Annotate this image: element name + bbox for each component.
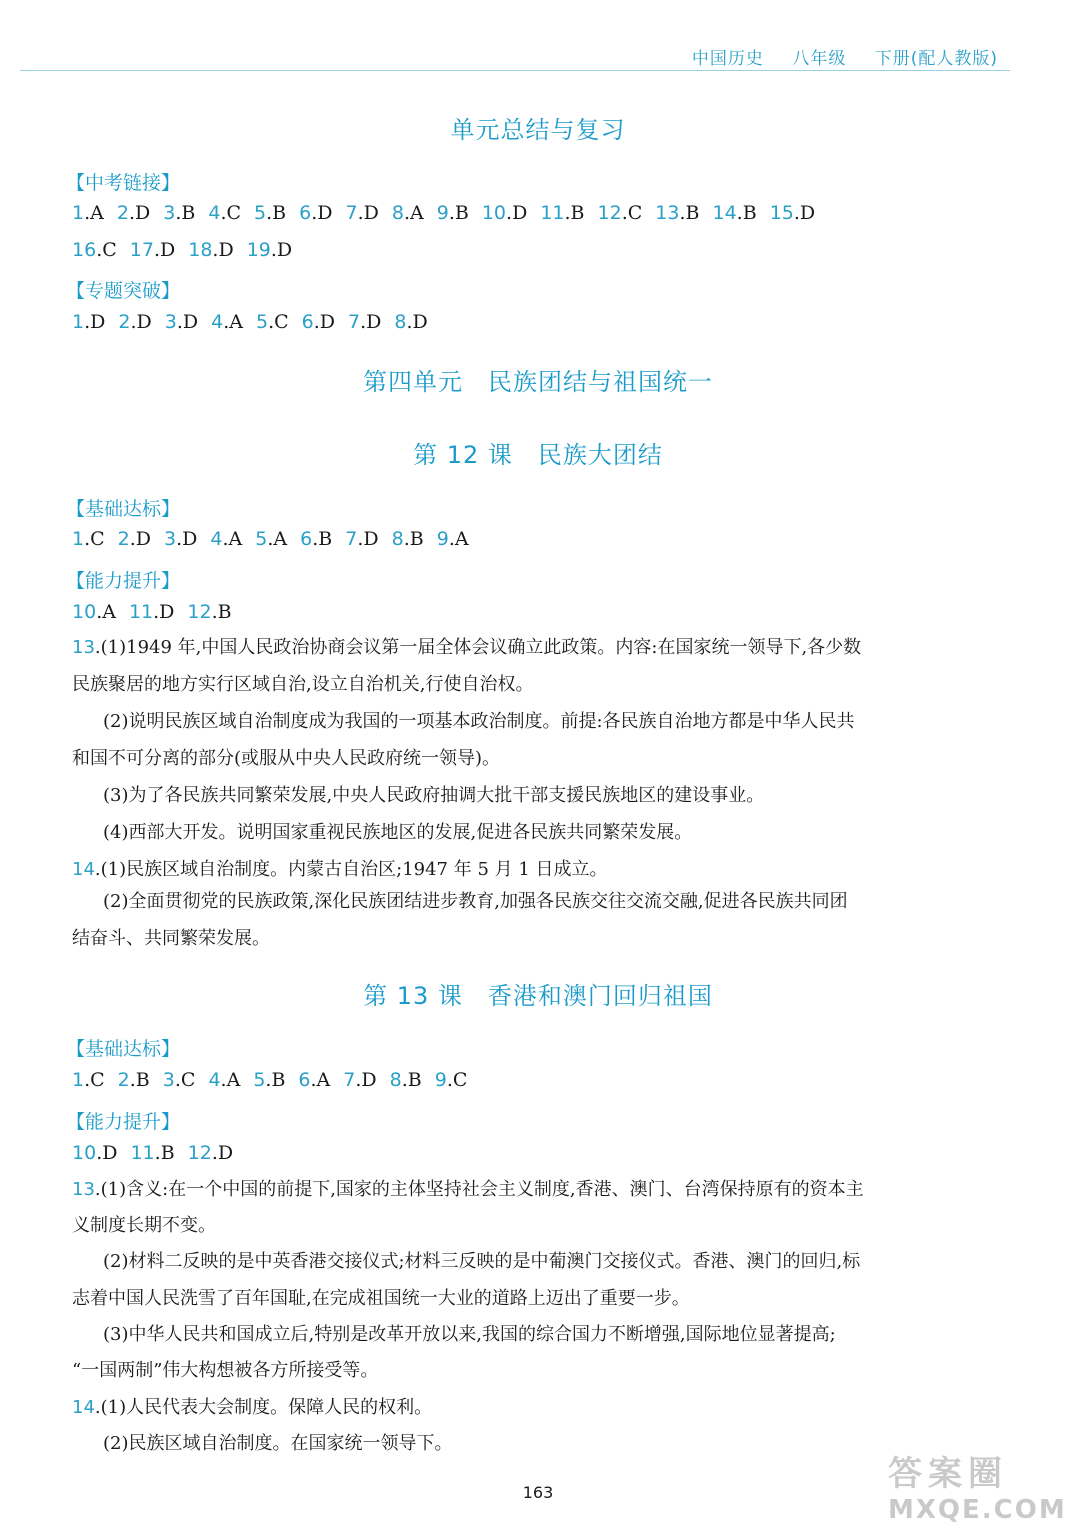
answer-number: 8 <box>391 202 404 224</box>
answer-number: 3 <box>163 202 176 224</box>
answer-item <box>346 202 379 224</box>
question-13-line: (3)为了各民族共同繁荣发展,中央人民政府抽调大批干部支援民族地区的建设事业。 <box>103 785 765 806</box>
question-13-line: (2)说明民族区域自治制度成为我国的一项基本政治制度。前提:各民族自治地方都是中华人民共 <box>103 711 855 732</box>
answer-choice: .C <box>84 1069 105 1091</box>
question-14-line: 结奋斗、共同繁荣发展。 <box>72 928 270 949</box>
answer-number: 1 <box>72 311 85 333</box>
answer-choice: .B <box>401 1069 422 1091</box>
answer-row <box>72 1069 480 1091</box>
answer-item <box>118 311 151 333</box>
lesson-13-title: 第 13 课 香港和澳门回归祖国 <box>363 982 713 1010</box>
answer-item <box>298 1069 330 1091</box>
section-label-jichu: 【基础达标】 <box>66 498 181 520</box>
answer-item <box>211 311 243 333</box>
answer-number: 7 <box>345 202 358 224</box>
question-13-line: 志着中国人民洗雪了百年国耻,在完成祖国统一大业的道路上迈出了重要一步。 <box>72 1288 690 1309</box>
answer-item <box>255 528 287 550</box>
answer-choice: .D <box>270 239 293 261</box>
answer-number: 5 <box>255 528 268 550</box>
lesson-12-title: 第 12 课 民族大团结 <box>413 441 663 469</box>
answer-item <box>118 1069 150 1091</box>
answer-number: 6 <box>298 1069 311 1091</box>
answer-number: 1 <box>72 202 85 224</box>
answer-item <box>164 528 197 550</box>
header-divider <box>20 70 1010 71</box>
answer-number: 8 <box>394 311 407 333</box>
answer-number: 12 <box>187 1142 212 1164</box>
answer-item <box>256 311 289 333</box>
answer-number: 7 <box>348 311 361 333</box>
answer-choice: .D <box>357 202 379 224</box>
answer-number: 3 <box>162 1069 175 1091</box>
answer-item <box>348 311 381 333</box>
header-subject: 中国历史 <box>691 49 764 69</box>
answer-number: 11 <box>128 601 154 623</box>
answer-item <box>770 202 815 224</box>
answer-item <box>163 202 195 224</box>
page-header <box>670 44 998 69</box>
answer-item <box>187 601 231 623</box>
answer-choice: .D <box>313 311 336 333</box>
answer-row <box>72 601 245 623</box>
answer-choice: .C <box>446 1069 468 1091</box>
question-13-line: “一国两制”伟大构想被各方所接受等。 <box>72 1360 379 1381</box>
answer-choice: .B <box>403 528 424 550</box>
answer-number: 10 <box>72 1142 97 1164</box>
answer-item <box>390 1069 422 1091</box>
answer-number: 18 <box>188 239 213 261</box>
answer-item <box>437 202 469 224</box>
answer-number: 10 <box>481 202 507 224</box>
answer-row <box>72 1142 246 1164</box>
answer-choice: .D <box>211 1142 234 1164</box>
answer-number: 14 <box>712 202 737 224</box>
answer-number: 3 <box>164 311 177 333</box>
answer-choice: .A <box>96 601 116 623</box>
answer-item <box>712 202 756 224</box>
unit-title: 第四单元 民族团结与祖国统一 <box>363 368 713 396</box>
answer-row <box>72 239 305 261</box>
answer-number: 1 <box>72 528 85 550</box>
section-label-zhongkao: 【中考链接】 <box>66 172 181 194</box>
answer-item <box>253 1069 285 1091</box>
answer-choice: .D <box>311 202 333 224</box>
question-13-line: (3)中华人民共和国成立后,特别是改革开放以来,我国的综合国力不断增强,国际地位显著提高; <box>103 1324 836 1345</box>
watermark-url: MXQE.COM <box>888 1495 1067 1525</box>
answer-choice: .D <box>793 202 816 224</box>
answer-row <box>72 202 828 224</box>
question-13-line: 义制度长期不变。 <box>72 1215 216 1236</box>
answer-choice: .D <box>406 311 428 333</box>
section-label-nengli: 【能力提升】 <box>66 1111 181 1133</box>
answer-item <box>117 202 150 224</box>
answer-choice: .A <box>310 1069 331 1091</box>
answer-choice: .A <box>267 528 288 550</box>
answer-item <box>247 239 292 261</box>
answer-choice: .D <box>84 311 106 333</box>
answer-item <box>540 202 584 224</box>
answer-choice: .C <box>174 1069 196 1091</box>
answer-item <box>130 239 175 261</box>
answer-number: 19 <box>246 239 271 261</box>
answer-item <box>210 528 242 550</box>
watermark-text: 答案圈 <box>888 1454 1008 1494</box>
answer-number: 4 <box>208 202 221 224</box>
page-number: 163 <box>522 1483 554 1502</box>
answer-row <box>72 311 441 333</box>
question-14-line <box>72 852 1004 888</box>
answer-choice: .D <box>129 528 152 550</box>
answer-item <box>208 1069 240 1091</box>
question-number: 13 <box>72 1179 95 1200</box>
answer-item <box>435 1069 468 1091</box>
header-volume: 下册(配人教版) <box>874 49 998 69</box>
answer-number: 1 <box>72 1069 85 1091</box>
answer-item <box>345 528 378 550</box>
question-13-line: (2)材料二反映的是中英香港交接仪式;材料三反映的是中葡澳门交接仪式。香港、澳门的回归,标 <box>103 1251 861 1272</box>
answer-item <box>72 202 104 224</box>
question-14-line: (2)民族区域自治制度。在国家统一领导下。 <box>103 1433 453 1454</box>
answer-number: 4 <box>211 311 224 333</box>
answer-item <box>72 311 105 333</box>
answer-choice: .A <box>222 528 243 550</box>
answer-choice: .D <box>360 311 382 333</box>
section-label-nengli: 【能力提升】 <box>66 570 181 592</box>
answer-choice: .D <box>128 202 151 224</box>
question-13-line: 民族聚居的地方实行区域自治,设立自治机关,行使自治权。 <box>72 674 534 695</box>
answer-number: 9 <box>436 528 449 550</box>
answer-choice: .D <box>176 528 198 550</box>
answer-item <box>208 202 241 224</box>
header-grade: 八年级 <box>792 49 847 69</box>
answer-number: 8 <box>391 528 404 550</box>
answer-item <box>129 601 174 623</box>
answer-choice: .D <box>96 1142 118 1164</box>
answer-choice: .C <box>621 202 643 224</box>
answer-item <box>72 528 105 550</box>
answer-choice: .C <box>268 311 289 333</box>
answer-number: 4 <box>208 1069 221 1091</box>
answer-number: 2 <box>117 528 130 550</box>
answer-number: 10 <box>72 601 97 623</box>
answer-number: 12 <box>597 202 622 224</box>
answer-number: 5 <box>253 1069 266 1091</box>
section-label-zhuanti: 【专题突破】 <box>66 280 181 302</box>
answer-item <box>392 528 424 550</box>
answer-item <box>437 528 469 550</box>
answer-number: 15 <box>769 202 794 224</box>
answer-choice: .B <box>211 601 232 623</box>
answer-number: 4 <box>210 528 223 550</box>
answer-number: 5 <box>255 311 269 333</box>
answer-item <box>394 311 427 333</box>
answer-choice: .D <box>355 1069 377 1091</box>
question-number: 14 <box>72 859 95 880</box>
answer-choice: .D <box>153 601 175 623</box>
answer-number: 8 <box>389 1069 402 1091</box>
answer-choice: .B <box>129 1069 150 1091</box>
answer-item <box>655 202 699 224</box>
answer-number: 6 <box>300 528 313 550</box>
answer-number: 2 <box>117 1069 130 1091</box>
question-number: 13 <box>72 637 95 658</box>
answer-item <box>598 202 643 224</box>
answer-number: 6 <box>301 311 314 333</box>
answer-number: 11 <box>130 1142 155 1164</box>
answer-item <box>72 1142 117 1164</box>
answer-choice: .B <box>679 202 700 224</box>
answer-choice: .B <box>154 1142 175 1164</box>
answer-number: 2 <box>118 311 131 333</box>
answer-choice: .B <box>448 202 469 224</box>
answer-choice: .C <box>84 528 105 550</box>
answer-item <box>299 202 332 224</box>
answer-number: 16 <box>72 239 97 261</box>
question-13-line: (4)西部大开发。说明国家重视民族地区的发展,促进各民族共同繁荣发展。 <box>103 822 693 843</box>
answer-number: 12 <box>187 601 212 623</box>
answer-number: 11 <box>540 202 565 224</box>
answer-choice: .A <box>448 528 469 550</box>
answer-item <box>165 311 198 333</box>
answer-item <box>392 202 424 224</box>
watermark-logo <box>888 1446 1067 1526</box>
answer-item <box>482 202 527 224</box>
answer-item <box>118 528 151 550</box>
answer-item <box>72 239 117 261</box>
answer-choice: .D <box>506 202 528 224</box>
answer-item <box>163 1069 196 1091</box>
answer-choice: .A <box>403 202 424 224</box>
answer-item <box>188 1142 233 1164</box>
answer-choice: .D <box>176 311 199 333</box>
answer-item <box>72 1069 105 1091</box>
answer-item <box>343 1069 376 1091</box>
answer-choice: .D <box>130 311 152 333</box>
answer-number: 2 <box>116 202 129 224</box>
answer-number: 5 <box>254 202 267 224</box>
answer-item <box>300 528 332 550</box>
answer-choice: .B <box>265 1069 286 1091</box>
question-13-line <box>72 1172 1004 1208</box>
answer-choice: .A <box>223 311 243 333</box>
answer-choice: .D <box>153 239 176 261</box>
answer-choice: .A <box>220 1069 241 1091</box>
question-13-line: 和国不可分离的部分(或服从中央人民政府统一领导)。 <box>72 748 501 769</box>
question-13-line <box>72 630 1004 666</box>
answer-number: 17 <box>129 239 154 261</box>
question-text: .(1)1949 年,中国人民政治协商会议第一届全体会议确立此政策。内容:在国家统一领导下,各少数 <box>94 637 862 658</box>
answer-choice: .B <box>175 202 196 224</box>
answer-choice: .D <box>212 239 234 261</box>
answer-choice: .A <box>84 202 104 224</box>
answer-number: 6 <box>299 202 312 224</box>
answer-item <box>254 202 286 224</box>
answer-number: 13 <box>655 202 680 224</box>
answer-number: 9 <box>436 202 449 224</box>
question-14-line <box>72 1390 1004 1426</box>
answer-row <box>72 528 482 550</box>
answer-item <box>188 239 233 261</box>
answer-number: 7 <box>345 528 358 550</box>
answer-item <box>72 601 116 623</box>
section-label-jichu: 【基础达标】 <box>66 1038 181 1060</box>
answer-item <box>302 311 335 333</box>
answer-number: 7 <box>343 1069 356 1091</box>
answer-number: 9 <box>434 1069 447 1091</box>
answer-choice: .C <box>96 239 117 261</box>
answer-number: 3 <box>164 528 177 550</box>
question-text: .(1)民族区域自治制度。内蒙古自治区;1947 年 5 月 1 日成立。 <box>94 859 608 880</box>
question-14-line: (2)全面贯彻党的民族政策,深化民族团结进步教育,加强各民族交往交流交融,促进各民族共同团 <box>103 891 848 912</box>
answer-choice: .B <box>736 202 757 224</box>
question-text: .(1)含义:在一个中国的前提下,国家的主体坚持社会主义制度,香港、澳门、台湾保持原有的资本主 <box>94 1179 864 1200</box>
answer-choice: .D <box>357 528 379 550</box>
answer-choice: .B <box>266 202 287 224</box>
answer-choice: .B <box>312 528 333 550</box>
answer-choice: .B <box>564 202 585 224</box>
answer-choice: .C <box>220 202 242 224</box>
question-text: .(1)人民代表大会制度。保障人民的权利。 <box>94 1397 433 1418</box>
answer-item <box>130 1142 174 1164</box>
review-title: 单元总结与复习 <box>450 116 626 144</box>
question-number: 14 <box>72 1397 95 1418</box>
